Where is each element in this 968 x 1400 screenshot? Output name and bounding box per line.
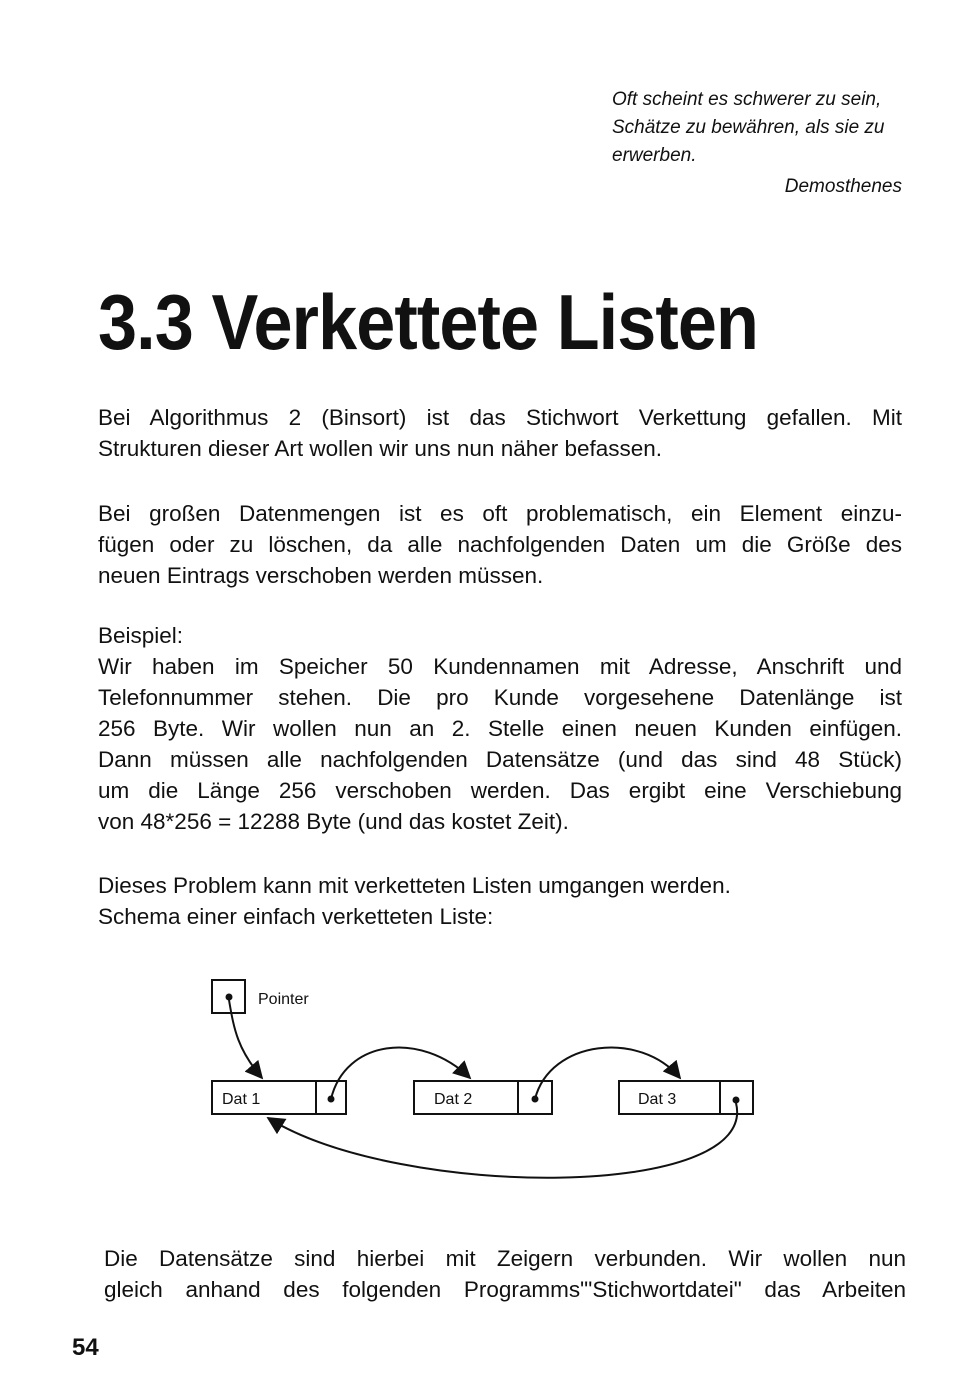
- node-3-label: Dat 3: [638, 1091, 677, 1108]
- text-line: um die Länge 256 verschoben werden. Das ergibt eine Verschiebung: [98, 778, 902, 803]
- text-line: Die Datensätze sind hierbei mit Zeigern verbunden. Wir wollen nun: [104, 1246, 906, 1271]
- text-line: von 48*256 = 12288 Byte (und das kostet Zeit).: [98, 809, 569, 834]
- text-line: gleich anhand des folgenden Programms"'Stichwortdatei" das Arbeiten: [104, 1277, 906, 1302]
- pointer-dot: [226, 994, 233, 1001]
- text-line: Beispiel:: [98, 623, 184, 648]
- text-line: Bei Algorithmus 2 (Binsort) ist das Stichwort Verkettung gefallen. Mit: [98, 405, 902, 430]
- epigraph-line: Schätze zu bewähren, als sie zu: [612, 117, 885, 138]
- text-line: 256 Byte. Wir wollen nun an 2. Stelle einen neuen Kunden einfügen.: [98, 716, 902, 741]
- node-1-pointer-dot: [328, 1096, 335, 1103]
- text-line: Wir haben im Speicher 50 Kundennamen mit Adresse, Anschrift und: [98, 654, 902, 679]
- node-2-label: Dat 2: [434, 1091, 473, 1108]
- text-line: Schema einer einfach verketteten Liste:: [98, 904, 494, 929]
- node-3-pointer-dot: [733, 1097, 740, 1104]
- node-2-pointer-dot: [532, 1096, 539, 1103]
- paragraph-pointers: [104, 1243, 906, 1305]
- text-line: Telefonnummer stehen. Die pro Kunde vorgesehene Datenlänge ist: [98, 685, 902, 710]
- section-heading: 3.3 Verkettete Listen: [98, 278, 759, 366]
- text-line: Bei großen Datenmengen ist es oft problematisch, ein Element einzu-: [98, 501, 902, 526]
- text-line: Dieses Problem kann mit verketteten Listen umgangen werden.: [98, 873, 731, 898]
- page-number: 54: [72, 1334, 99, 1361]
- text-line: Strukturen dieser Art wollen wir uns nun näher befassen.: [98, 436, 663, 461]
- text-line: fügen oder zu löschen, da alle nachfolgenden Daten um die Größe des: [98, 532, 902, 557]
- pointer-label: Pointer: [258, 991, 309, 1008]
- epigraph-line: Oft scheint es schwerer zu sein,: [612, 89, 882, 110]
- node-1-label: Dat 1: [222, 1091, 261, 1108]
- epigraph-line: erwerben.: [612, 145, 697, 166]
- text-line: neuen Eintrags verschoben werden müssen.: [98, 563, 544, 588]
- text-line: Dann müssen alle nachfolgenden Datensätze (und das sind 48 Stück): [98, 747, 902, 772]
- epigraph-author: Demosthenes: [784, 176, 902, 197]
